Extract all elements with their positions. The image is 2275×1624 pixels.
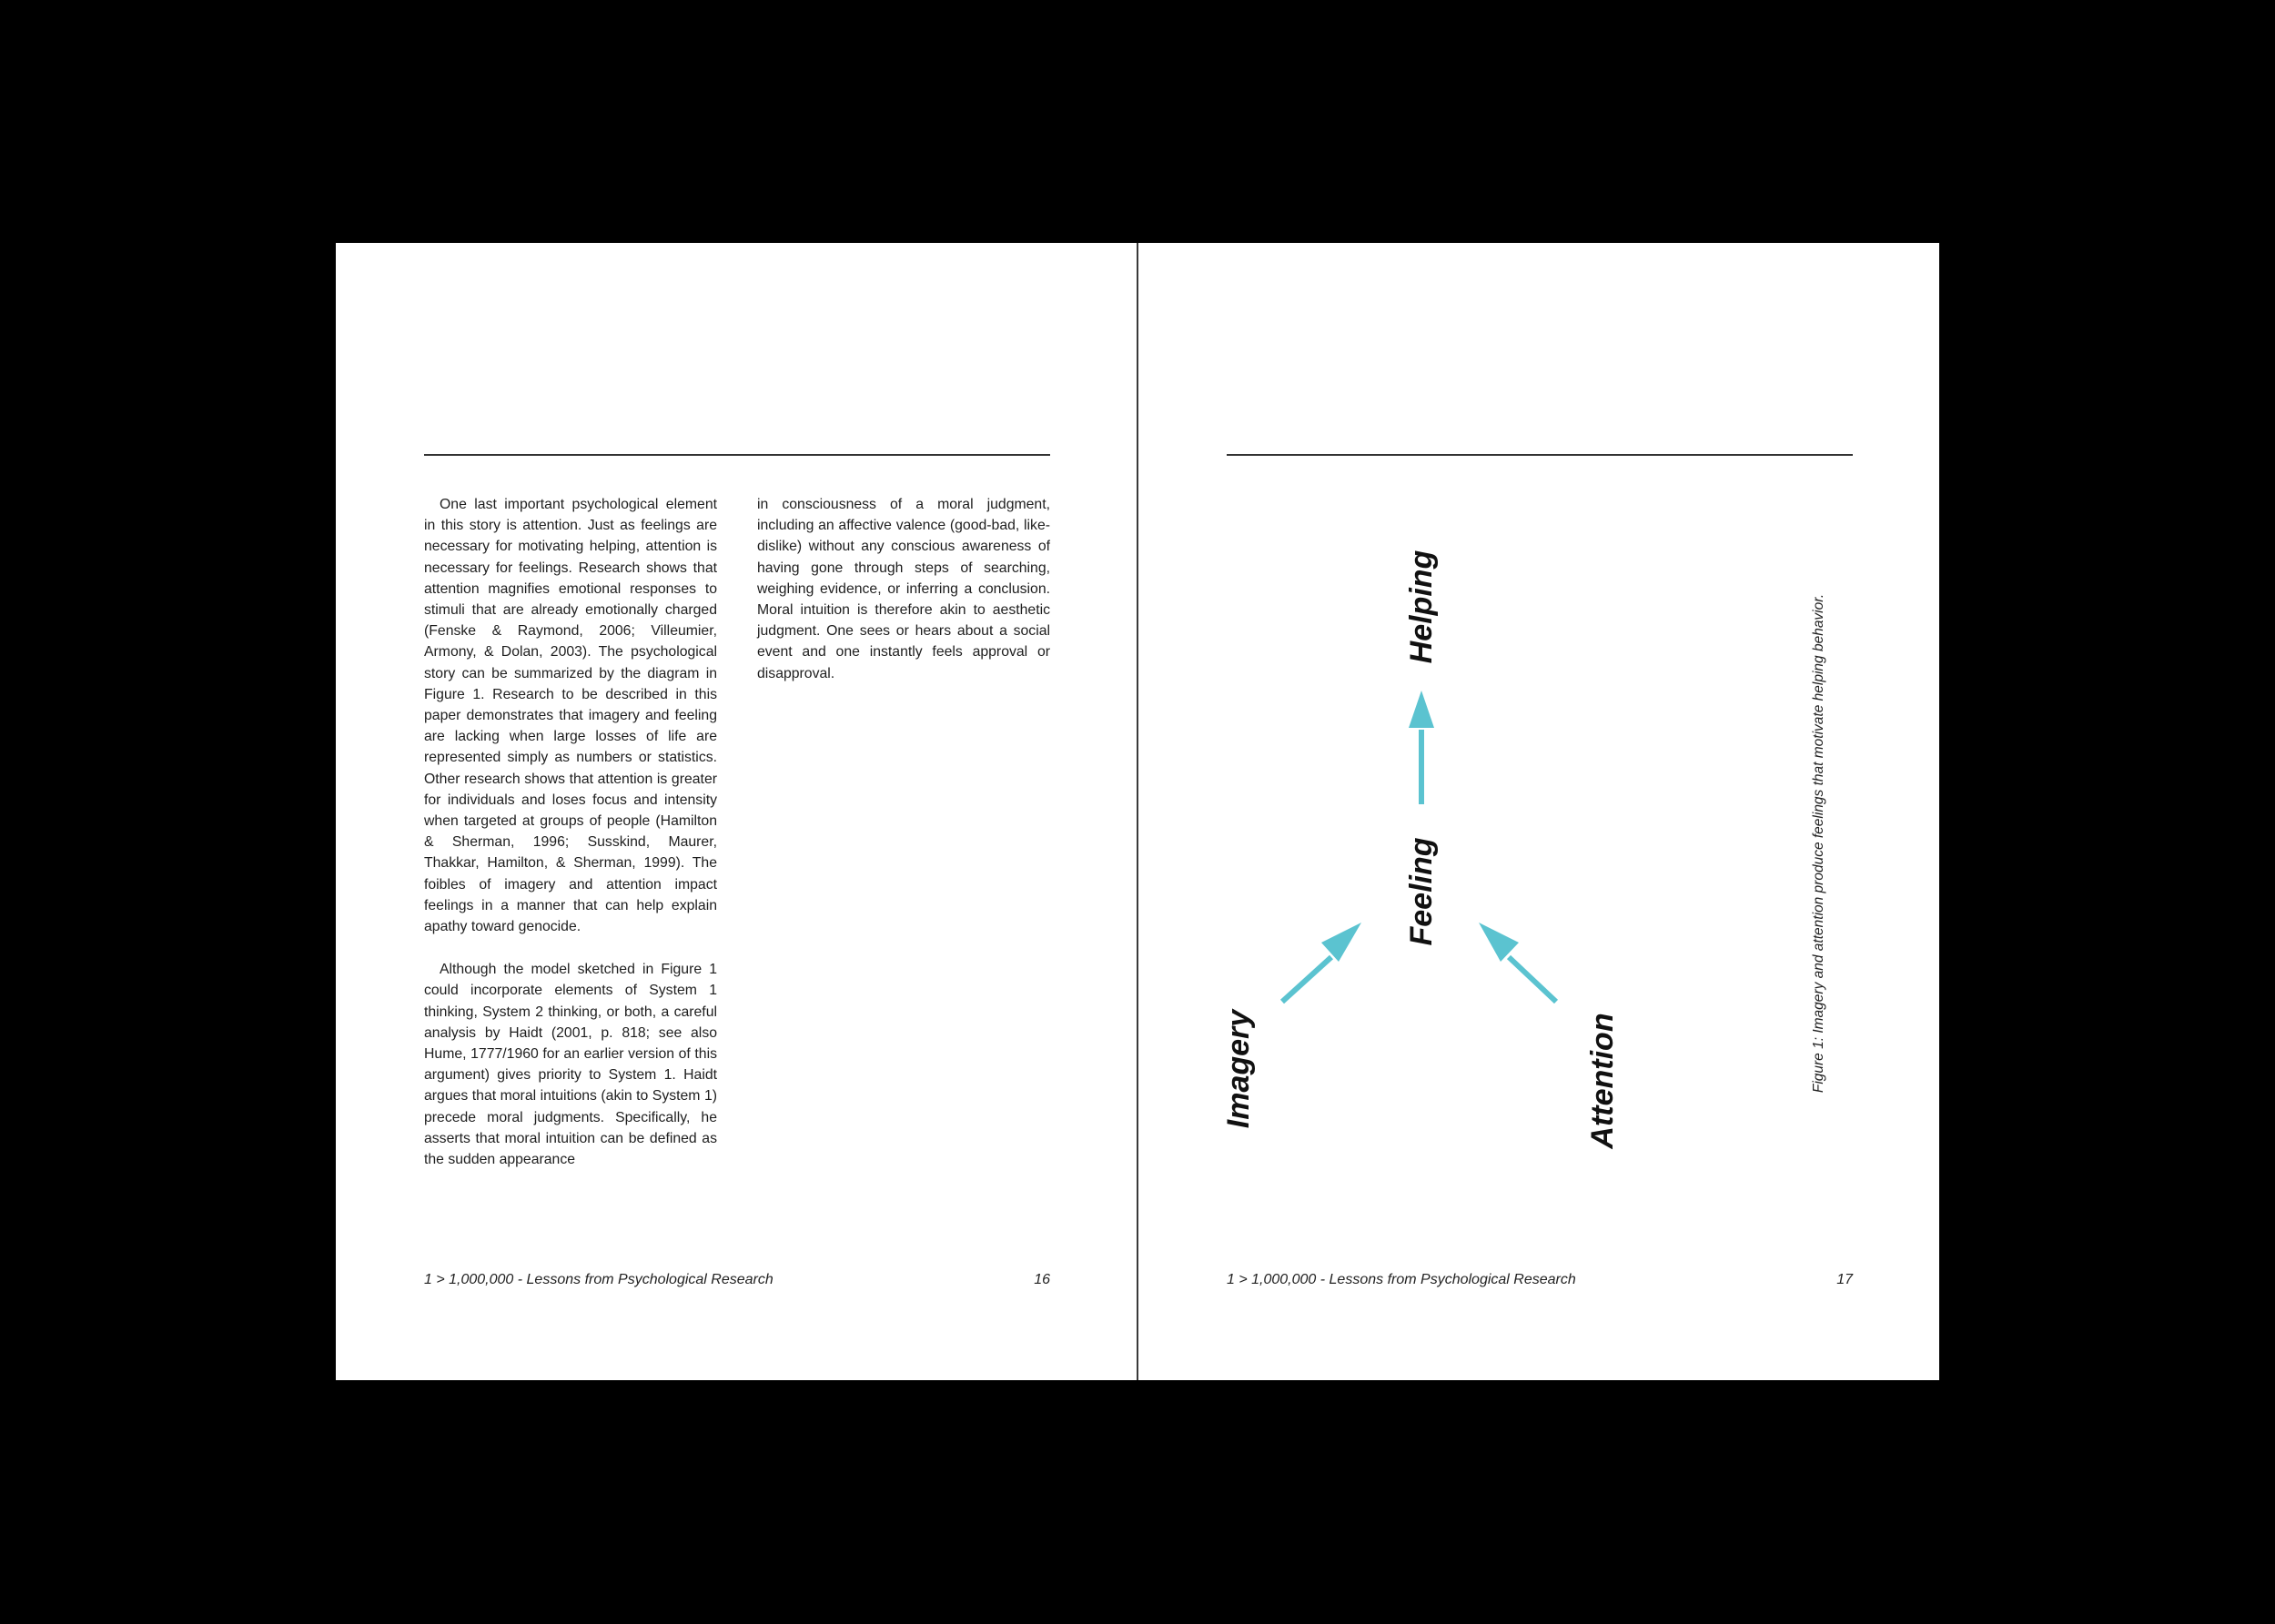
page-number: 16: [1034, 1272, 1050, 1287]
left-page: [336, 243, 1137, 1380]
page-number: 17: [1836, 1272, 1853, 1287]
header-rule: [424, 454, 1050, 456]
arrow-feeling-to-helping: [1409, 691, 1434, 804]
running-title: 1 > 1,000,000 - Lessons from Psychological Research: [424, 1272, 774, 1287]
label-attention: Attention: [1585, 1013, 1620, 1149]
label-feeling: Feeling: [1404, 837, 1439, 946]
paragraph-attention: One last important psychological element in this story is attention. Just as feelings are necessary for motivating helping, attention is necessary for feelings. Research shows that attention magnifies emotional responses to stimuli that are already emotionally charged (Fenske & Raymond, 2006; Villeumier, Armony, & Dolan, 2003). The psychological story can be summarized by the diagram in Figure 1. Research to be described in this paper demonstrates that imagery and feeling are lacking when large losses of life are represented simply as numbers or statistics. Other research shows that attention is greater for individuals and loses focus and intensity when targeted at groups of people (Hamilton & Sherman, 1996; Susskind, Maurer, Thakkar, Hamilton, & Sherman, 1999). The foibles of imagery and attention impact feelings in a manner that can help explain apathy toward genocide.: [424, 497, 717, 935]
label-imagery: Imagery: [1221, 1009, 1256, 1129]
text-column-2: [757, 494, 1050, 706]
paragraph-moral-intuition: in consciousness of a moral judgment, including an affective valence (good-bad, like-dislike) without any conscious awareness of having gone through steps of searching, weighing evidence, or inferring a conclusion. Moral intuition is therefore akin to aesthetic judgment. One sees or hears about a social event and one instantly feels approval or disapproval.: [757, 497, 1050, 681]
figure-caption: Figure 1: Imagery and attention produce feelings that motivate helping behavior.: [1811, 593, 1826, 1094]
label-helping: Helping: [1404, 550, 1439, 664]
right-page: [1138, 243, 1939, 1380]
arrow-imagery-to-feeling: [1282, 923, 1361, 1002]
text-column-1: [424, 494, 717, 1192]
paragraph-model: Although the model sketched in Figure 1 could incorporate elements of System 1 thinking, System 2 thinking, or both, a careful analysis by Haidt (2001, p. 818; see also Hume, 1777/1960 for an earlier version of this argument) gives priority to System 1. Haidt argues that moral intuitions (akin to System 1) precede moral judgments. Specifically, he asserts that moral intuition can be defined as the sudden appearance: [424, 962, 717, 1168]
running-title: 1 > 1,000,000 - Lessons from Psychological Research: [1227, 1272, 1576, 1287]
arrow-attention-to-feeling: [1479, 923, 1556, 1002]
